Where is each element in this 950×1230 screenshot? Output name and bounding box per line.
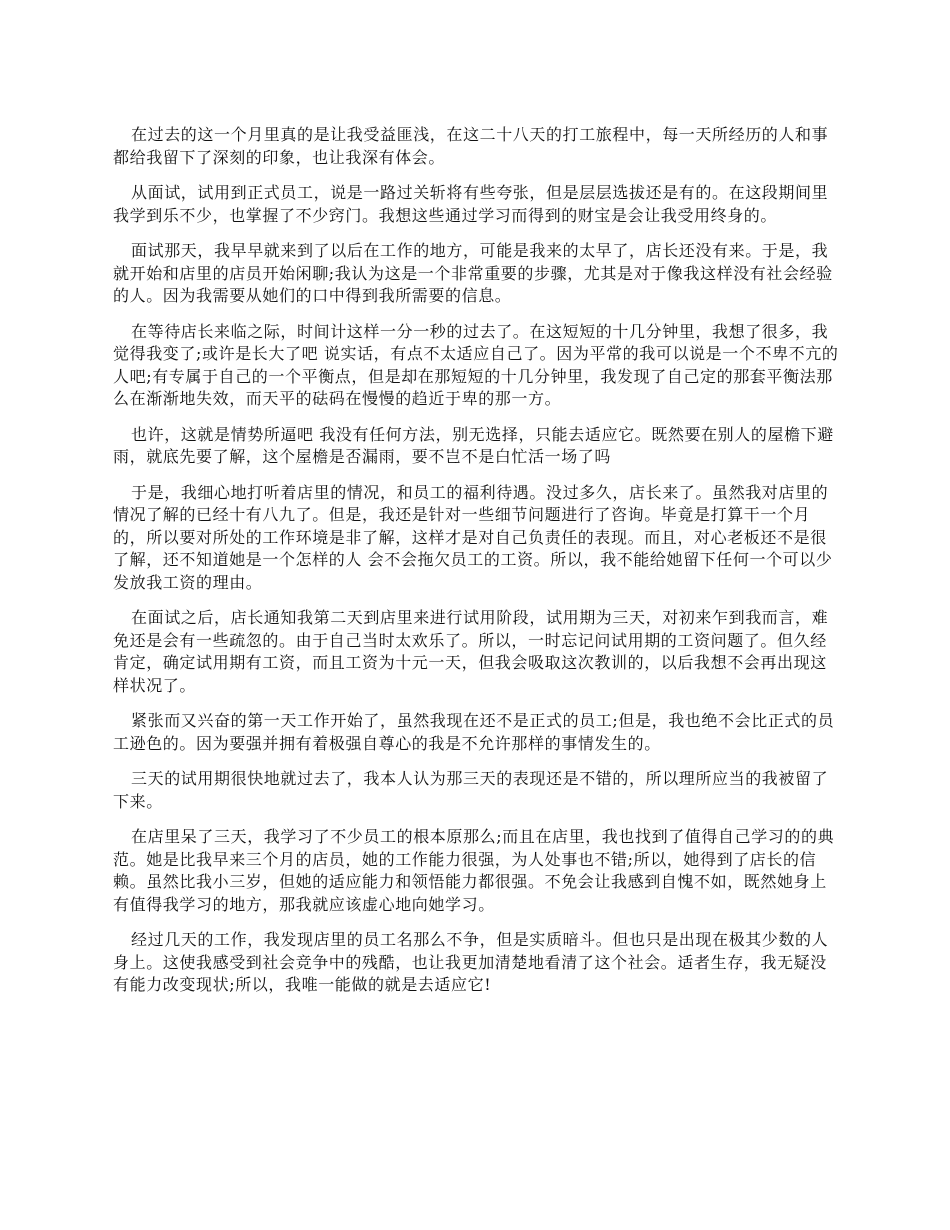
paragraph-8: 紧张而又兴奋的第一天工作开始了，虽然我现在还不是正式的员工;但是，我也绝不会比正式的员工逊色的。因为要强并拥有着极强自尊心的我是不允许那样的事情发生的。 <box>113 711 835 753</box>
paragraph-5: 也许，这就是情势所逼吧 我没有任何方法，别无选择，只能去适应它。既然要在别人的屋檐下避雨，就底先要了解，这个屋檐是否漏雨，要不岂不是白忙活一场了吗 <box>113 424 834 466</box>
document-body <box>113 124 841 1010</box>
paragraph-1: 在过去的这一个月里真的是让我受益匪浅，在这二十八天的打工旅程中，每一天所经历的人和事都给我留下了深刻的印象，也让我深有体会。 <box>113 125 829 167</box>
paragraph-9: 三天的试用期很快地就过去了，我本人认为那三天的表现还是不错的，所以理所应当的我被留了下来。 <box>113 769 829 811</box>
paragraph-6: 于是，我细心地打听着店里的情况，和员工的福利待遇。没过多久，店长来了。虽然我对店里的情况了解的已经十有八九了。但是，我还是针对一些细节问题进行了咨询。毕竟是打算干一个月的，所以要对所处的工作环境是非了解，这样才是对自己负责任的表现。而且，对心老板还不是很了解，还不知道她是一个怎样的人 会不会拖欠员工的工资。所以，我不能给她留下任何一个可以少发放我工资的理由。 <box>113 482 833 592</box>
paragraph-11: 经过几天的工作，我发现店里的员工名那么不争，但是实质暗斗。但也只是出现在极其少数的人身上。这使我感受到社会竞争中的残酷，也让我更加清楚地看清了这个社会。适者生存，我无疑没有能力改变现状;所以，我唯一能做的就是去适应它! <box>113 930 829 994</box>
paragraph-7: 在面试之后，店长通知我第二天到店里来进行试用阶段，试用期为三天，对初来乍到我而言，难免还是会有一些疏忽的。由于自己当时太欢乐了。所以，一时忘记问试用期的工资问题了。但久经肯定，确定试用期有工资，而且工资为十元一天，但我会吸取这次教训的，以后我想不会再出现这样状况了。 <box>113 608 829 695</box>
paragraph-10: 在店里呆了三天，我学习了不少员工的根本原那么;而且在店里，我也找到了值得自己学习的的典范。她是比我早来三个月的店员，她的工作能力很强，为人处事也不错;所以，她得到了店长的信赖。虽然比我小三岁，但她的适应能力和领悟能力都很强。不免会让我感到自愧不如，既然她身上有值得我学习的地方，那我就应该虚心地向她学习。 <box>113 827 835 914</box>
paragraph-3: 面试那天，我早早就来到了以后在工作的地方，可能是我来的太早了，店长还没有来。于是，我就开始和店里的店员开始闲聊;我认为这是一个非常重要的步骤，尤其是对于像我这样没有社会经验的人。因为我需要从她们的口中得到我所需要的信息。 <box>113 241 833 305</box>
paragraph-4: 在等待店长来临之际，时间计这样一分一秒的过去了。在这短短的十几分钟里，我想了很多，我觉得我变了;或许是长大了吧 说实话，有点不太适应自己了。因为平常的我可以说是一个不卑不亢的人吧;有专属于自己的一个平衡点，但是却在那短短的十几分钟里，我发现了自己定的那套平衡法那么在渐渐地失效，而天平的砝码在慢慢的趋近于卑的那一方。 <box>113 321 839 408</box>
paragraph-2: 从面试，试用到正式员工，说是一路过关斩将有些夸张，但是层层选拔还是有的。在这段期间里我学到乐不少，也掌握了不少窍门。我想这些通过学习而得到的财宝是会让我受用终身的。 <box>113 183 829 225</box>
